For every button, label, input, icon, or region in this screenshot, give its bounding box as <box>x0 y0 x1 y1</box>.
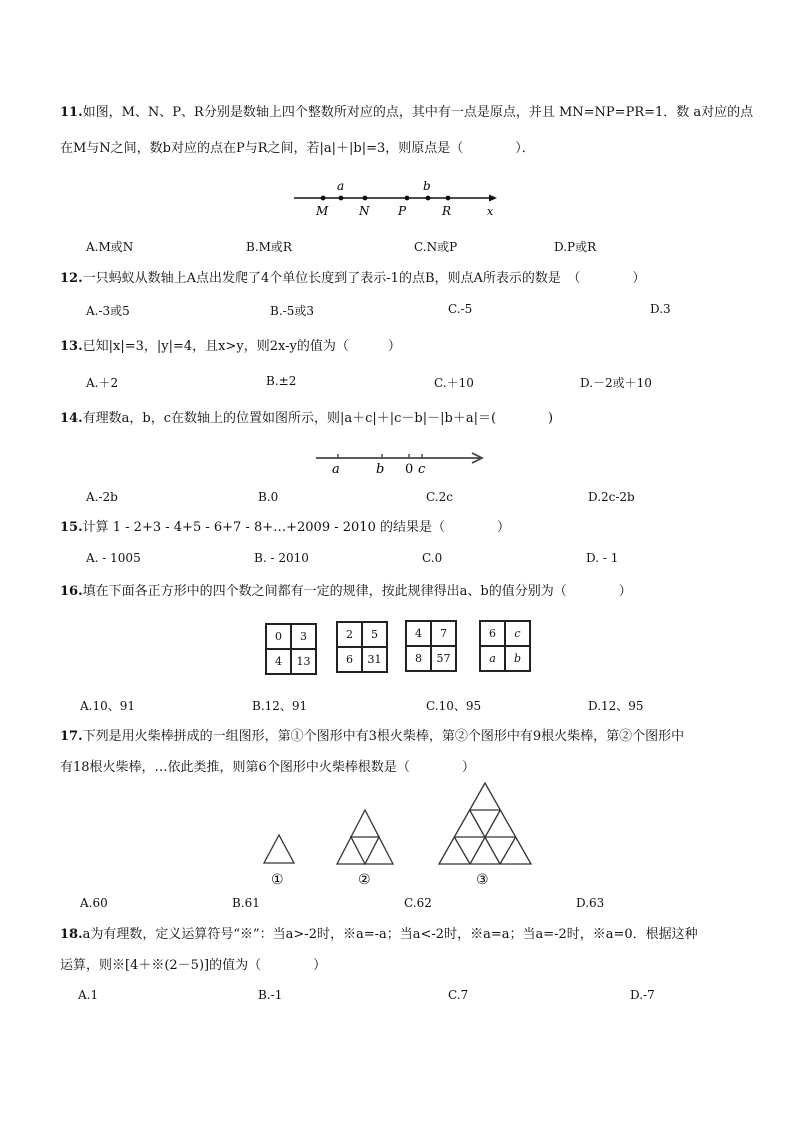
number-line-figure-q14 <box>312 446 492 476</box>
option-b[interactable]: B.61 <box>232 896 260 910</box>
label-M: M <box>316 204 329 218</box>
option-c[interactable]: C.10、95 <box>426 699 482 713</box>
point-a <box>339 196 344 201</box>
question-17-line1: 17.下列是用火柴棒拼成的一组图形，第①个图形中有3根火柴棒，第②个图形中有9根火柴棒，第②个图形中 <box>60 729 685 744</box>
label-P: P <box>398 204 407 218</box>
label-figure-1: ① <box>271 872 284 888</box>
option-b[interactable]: B.±2 <box>266 374 297 388</box>
question-11-line2: 在M与N之间，数b对应的点在P与R之间，若|a|＋|b|=3，则原点是（ ）． <box>60 141 535 156</box>
option-d[interactable]: D.63 <box>576 896 605 910</box>
label-b: b <box>423 179 431 193</box>
option-d[interactable]: D.2c-2b <box>588 490 635 504</box>
question-13-line1: 13.已知|x|=3，|y|=4，且x>y，则2x-y的值为（ ） <box>60 339 401 354</box>
question-11-options <box>86 238 726 256</box>
question-13-options <box>86 374 726 392</box>
label-x: x <box>487 205 494 218</box>
option-a[interactable]: A.M或N <box>86 240 134 254</box>
option-d[interactable]: D.P或R <box>554 240 597 254</box>
option-c[interactable]: C.62 <box>404 896 432 910</box>
option-d[interactable]: D.-7 <box>630 988 655 1002</box>
number-line-figure-q11 <box>290 176 505 222</box>
option-d[interactable]: D.12、95 <box>588 699 644 713</box>
question-16-options <box>80 697 726 715</box>
option-a[interactable]: A. - 1005 <box>86 551 141 565</box>
question-14-line1: 14.有理数a，b，c在数轴上的位置如图所示，则|a＋c|＋|c－b|－|b＋a|＝( ) <box>60 411 554 426</box>
option-b[interactable]: B.M或R <box>246 240 292 254</box>
point-R <box>446 196 451 201</box>
question-12-options <box>86 302 726 320</box>
option-b[interactable]: B.-1 <box>258 988 283 1002</box>
label-0: 0 <box>405 462 414 476</box>
label-c: c <box>418 462 426 476</box>
question-17-options <box>80 896 726 914</box>
point-b <box>426 196 431 201</box>
option-c[interactable]: C.＋10 <box>434 376 474 390</box>
question-15-line1: 15.计算 1 - 2+3 - 4+5 - 6+7 - 8+…+2009 - 2010 的结果是（ ） <box>60 520 510 535</box>
option-a[interactable]: A.＋2 <box>86 376 119 390</box>
number-square-4: 6 c a b <box>479 620 531 672</box>
matchstick-triangles-figure <box>258 780 538 892</box>
label-a: a <box>337 179 345 193</box>
triangle-figure-3 <box>439 783 531 864</box>
triangle-figure-2 <box>337 810 393 864</box>
question-18-options <box>78 988 726 1006</box>
option-a[interactable]: A.-3或5 <box>86 304 130 318</box>
number-square-2: 2 5 6 31 <box>336 621 388 673</box>
point-M <box>321 196 326 201</box>
option-a[interactable]: A.-2b <box>86 490 118 504</box>
point-N <box>363 196 368 201</box>
question-18-line1: 18.a为有理数，定义运算符号“※”：当a>-2时，※a=-a；当a<-2时，※a=a；当a=-2时，※a=0．根据这种 <box>60 927 698 942</box>
option-b[interactable]: B.0 <box>258 490 279 504</box>
option-a[interactable]: A.10、91 <box>80 699 136 713</box>
option-b[interactable]: B. - 2010 <box>254 551 309 565</box>
option-d[interactable]: D. - 1 <box>586 551 619 565</box>
label-b: b <box>376 462 385 476</box>
number-square-1: 0 3 4 13 <box>265 623 317 675</box>
option-a[interactable]: A.1 <box>78 988 99 1002</box>
option-b[interactable]: B.12、91 <box>252 699 308 713</box>
option-b[interactable]: B.-5或3 <box>270 304 314 318</box>
question-14-options <box>86 490 726 508</box>
question-15-options <box>86 551 726 569</box>
question-18-line2: 运算，则※[4＋※(2－5)]的值为（ ） <box>60 958 327 973</box>
question-12-line1: 12.一只蚂蚁从数轴上A点出发爬了4个单位长度到了表示-1的点B，则点A所表示的数是 （ ） <box>60 271 646 286</box>
label-N: N <box>359 204 370 218</box>
label-R: R <box>442 204 452 218</box>
option-c[interactable]: C.0 <box>422 551 443 565</box>
option-c[interactable]: C.2c <box>426 490 453 504</box>
label-a: a <box>332 462 340 476</box>
option-d[interactable]: D.3 <box>650 302 671 316</box>
number-square-3: 4 7 8 57 <box>405 620 457 672</box>
option-c[interactable]: C.-5 <box>448 302 473 316</box>
question-11-line1: 11.如图，M、N、P、R分别是数轴上四个整数所对应的点，其中有一点是原点，并且 MN=NP=PR=1．数 a对应的点 <box>60 105 754 120</box>
question-number: 11. <box>60 105 83 120</box>
label-figure-3: ③ <box>476 872 489 888</box>
question-16-line1: 16.填在下面各正方形中的四个数之间都有一定的规律，按此规律得出a、b的值分别为（ ） <box>60 584 632 599</box>
option-d[interactable]: D.－2或＋10 <box>580 376 652 390</box>
label-figure-2: ② <box>358 872 371 888</box>
option-c[interactable]: C.7 <box>448 988 469 1002</box>
option-c[interactable]: C.N或P <box>414 240 458 254</box>
option-a[interactable]: A.60 <box>80 896 108 910</box>
question-17-line2: 有18根火柴棒，…依此类推，则第6个图形中火柴棒根数是（ ） <box>60 760 475 775</box>
point-P <box>405 196 410 201</box>
